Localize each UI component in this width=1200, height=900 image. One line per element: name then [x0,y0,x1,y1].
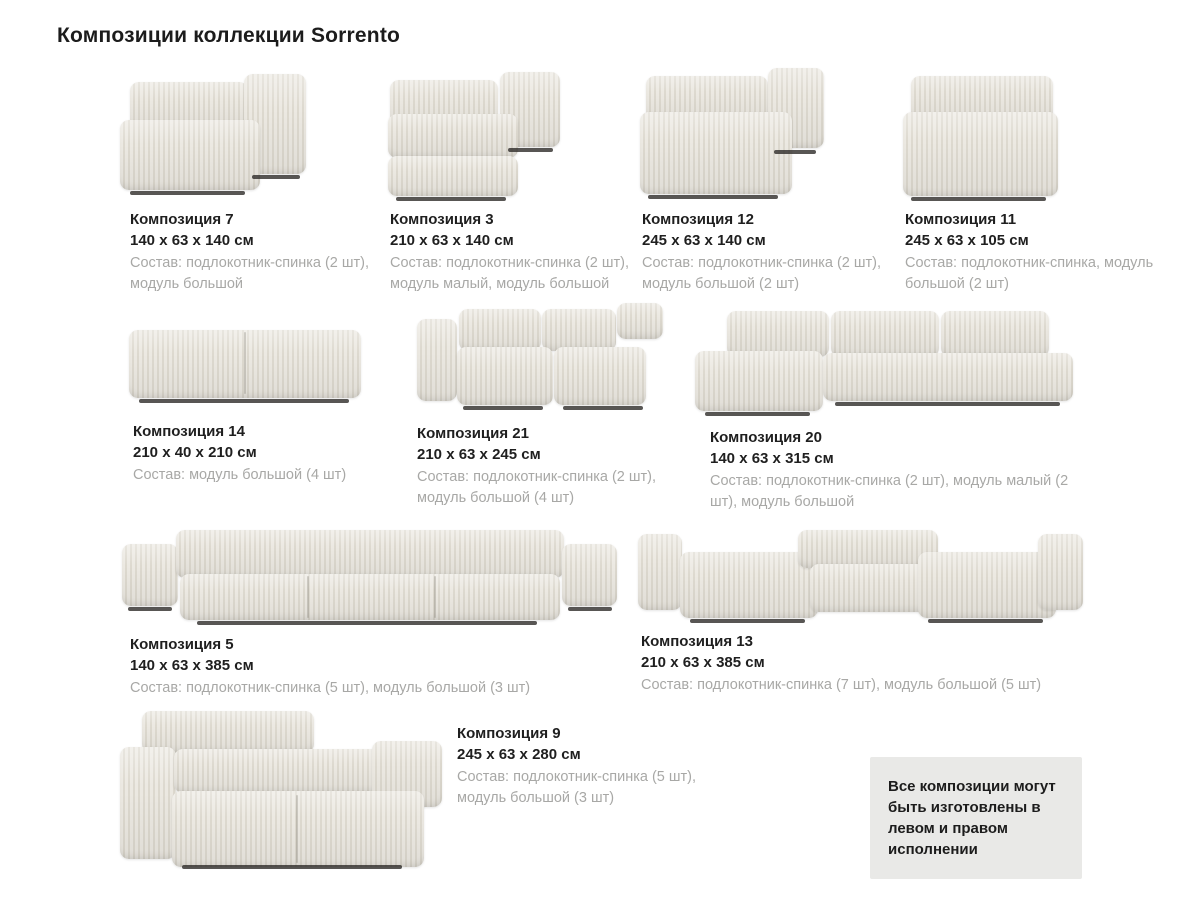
sofa-module [941,311,1049,357]
sofa-base [648,195,778,199]
sofa-module [417,319,457,401]
sofa-module [640,112,792,194]
sofa-base [139,399,349,403]
sofa-module [617,303,663,339]
composition-dimensions: 210 x 63 x 385 см [641,654,765,671]
composition-card-9 [120,705,740,870]
sofa-module [122,544,178,606]
sofa-base [508,148,553,152]
sofa-module [562,544,617,606]
sofa-module [388,156,518,196]
composition-name: Композиция 12 [642,211,754,228]
sofa-module [695,351,823,411]
sofa-module [172,791,424,867]
composition-contents: Состав: подлокотник-спинка (2 шт), модуль большой (4 шт) [417,469,657,506]
sofa-base [463,406,543,410]
composition-name: Композиция 21 [417,425,529,442]
sofa-module [176,530,564,578]
sofa-base [197,621,537,625]
sofa-seam [307,576,309,618]
sofa-base [911,197,1046,201]
sofa-seam [244,332,246,394]
composition-dimensions: 140 x 63 x 140 см [130,232,254,249]
composition-contents: Состав: подлокотник-спинка (7 шт), модуль большой (5 шт) [641,677,1042,693]
sofa-module [120,120,260,190]
sofa-base [130,191,245,195]
sofa-module [120,747,176,859]
sofa-image-composition-11 [903,62,1068,202]
composition-card-11 [903,62,1161,294]
sofa-module [918,552,1056,618]
composition-contents: Состав: модуль большой (4 шт) [133,467,347,483]
composition-card-3 [388,62,646,294]
composition-contents: Состав: подлокотник-спинка (2 шт), модуль малый (2 шт), модуль большой [710,473,1069,510]
sofa-image-composition-3 [388,62,578,202]
sofa-image-composition-14 [125,308,365,413]
composition-contents: Состав: подлокотник-спинка (5 шт), модуль большой (3 шт) [130,680,531,696]
composition-dimensions: 245 x 63 x 280 см [457,746,581,763]
composition-dimensions: 140 x 63 x 315 см [710,450,834,467]
composition-dimensions: 210 x 63 x 140 см [390,232,514,249]
sofa-module [180,574,560,620]
composition-card-12 [640,62,898,294]
sofa-module [1038,534,1083,610]
composition-name: Композиция 20 [710,429,822,446]
sofa-image-composition-21 [413,303,663,413]
sofa-base [128,607,172,611]
sofa-module [459,309,541,351]
composition-contents: Состав: подлокотник-спинка (5 шт), модуль большой (3 шт) [457,769,697,806]
sofa-module [542,309,616,351]
sofa-base [774,150,816,154]
composition-dimensions: 210 x 63 x 245 см [417,446,541,463]
sofa-base [396,197,506,201]
sofa-base [563,406,643,410]
sofa-image-composition-5 [122,518,617,626]
composition-dimensions: 245 x 63 x 140 см [642,232,766,249]
sofa-module [457,347,553,405]
composition-dimensions: 245 x 63 x 105 см [905,232,1029,249]
sofa-seam [434,576,436,618]
composition-name: Композиция 11 [905,211,1017,228]
composition-card-21 [413,303,698,508]
sofa-module [680,552,818,618]
composition-card-5 [122,518,632,699]
sofa-module [831,311,939,357]
sofa-module [388,114,518,158]
sofa-base [568,607,612,611]
sofa-base [705,412,810,416]
note-text: Все композиции могут быть изготовлены в левом и правом исполнении [888,778,1056,858]
sofa-module [638,534,682,610]
sofa-module [810,564,926,612]
composition-contents: Состав: подлокотник-спинка (2 шт), модуль малый, модуль большой [390,255,630,292]
composition-name: Композиция 13 [641,633,753,650]
sofa-image-composition-13 [638,508,1083,626]
composition-name: Композиция 14 [133,423,245,440]
sofa-base [182,865,402,869]
sofa-module [798,530,938,568]
composition-contents: Состав: подлокотник-спинка (2 шт), модуль большой [130,255,370,292]
sofa-module [823,353,1073,401]
sofa-module [903,112,1058,196]
sofa-base [252,175,300,179]
sofa-base [690,619,805,623]
note-box [870,757,1082,879]
sofa-image-composition-12 [640,62,830,202]
sofa-base [835,402,1060,406]
sofa-image-composition-20 [695,303,1080,415]
composition-dimensions: 140 x 63 x 385 см [130,657,254,674]
composition-contents: Состав: подлокотник-спинка, модуль большой (2 шт) [905,255,1154,292]
composition-name: Композиция 3 [390,211,494,228]
composition-name: Композиция 5 [130,636,234,653]
composition-name: Композиция 9 [457,725,561,742]
composition-card-7 [118,62,376,294]
composition-card-13 [638,508,1088,696]
sofa-seam [296,795,298,863]
sofa-module [554,347,646,405]
composition-contents: Состав: подлокотник-спинка (2 шт), модуль большой (2 шт) [642,255,882,292]
sofa-image-composition-7 [118,62,328,202]
sofa-base [928,619,1043,623]
sofa-image-composition-9 [120,705,445,870]
page-title: Композиции коллекции Sorrento [57,24,401,47]
composition-card-20 [695,303,1080,512]
composition-dimensions: 210 x 40 x 210 см [133,444,257,461]
composition-name: Композиция 7 [130,211,234,228]
composition-card-14 [125,308,390,486]
